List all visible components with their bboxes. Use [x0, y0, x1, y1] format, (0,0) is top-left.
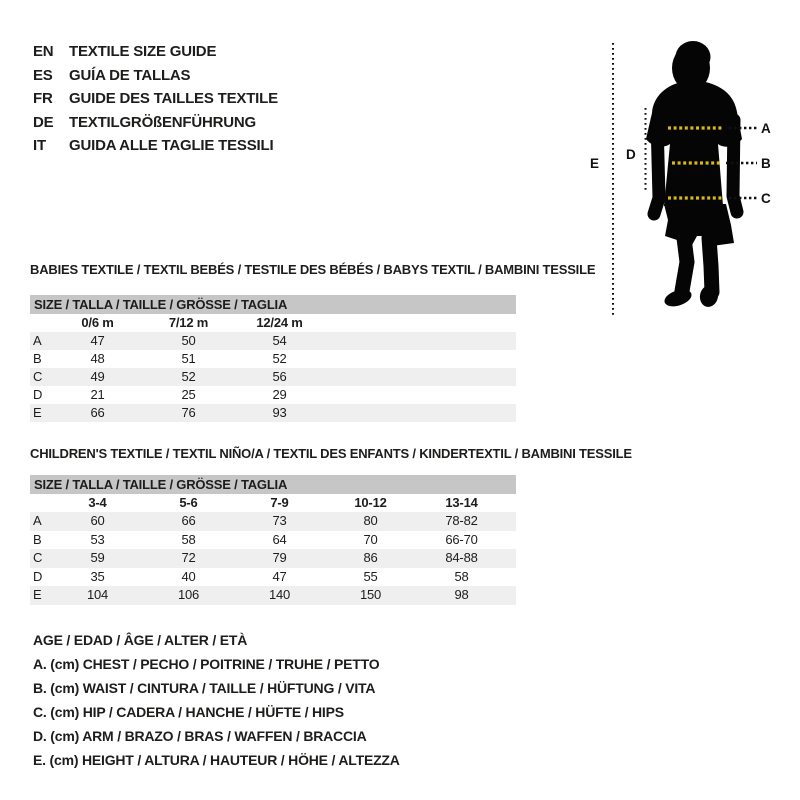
table-cell: 58	[181, 531, 196, 547]
table-cell: 66	[181, 513, 196, 528]
table-row-e	[30, 586, 516, 605]
column-header: 7-9	[270, 495, 289, 510]
table-cell: 25	[181, 387, 196, 402]
child-silhouette-diagram	[585, 30, 800, 320]
row-label: B	[33, 531, 42, 547]
table-cell: 98	[454, 587, 469, 602]
babies-size-table	[30, 295, 516, 422]
legend-item-waist: B. (cm) WAIST / CINTURA / TAILLE / HÜFTUNG / VITA	[33, 680, 376, 696]
row-label: D	[33, 568, 43, 584]
marker-label-c: C	[761, 191, 771, 206]
lang-label: GUIDA ALLE TAGLIE TESSILI	[69, 137, 274, 155]
table-cell: 104	[86, 587, 109, 602]
lang-code: EN	[33, 43, 54, 61]
legend-item-arm: D. (cm) ARM / BRAZO / BRAS / WAFFEN / BRACCIA	[33, 728, 367, 744]
table-cell: 140	[268, 587, 291, 602]
lang-row-fr	[33, 87, 278, 111]
table-row-b	[30, 350, 516, 368]
table-cell: 21	[90, 387, 105, 402]
table-cell: 58	[454, 568, 469, 584]
table-row-c	[30, 549, 516, 568]
table-cell: 106	[177, 587, 200, 602]
table-cell: 84-88	[445, 550, 478, 565]
column-header: 3-4	[88, 495, 107, 510]
column-header: 5-6	[179, 495, 198, 510]
table-cell: 79	[272, 550, 287, 565]
table-cell: 80	[363, 513, 378, 528]
lang-code: ES	[33, 66, 53, 84]
row-label: B	[33, 351, 42, 366]
row-label: D	[33, 387, 43, 402]
row-label: A	[33, 513, 42, 528]
empty-corner-cell	[30, 494, 52, 512]
table-cell: 47	[90, 333, 105, 348]
measurement-legend	[33, 628, 400, 772]
column-header: 10-12	[354, 495, 387, 510]
legend-item-height: E. (cm) HEIGHT / ALTURA / HAUTEUR / HÖHE / ALTEZZA	[33, 752, 400, 768]
lang-code: IT	[33, 137, 46, 155]
children-column-header-row	[30, 494, 516, 512]
marker-label-b: B	[761, 156, 771, 171]
babies-section-title: BABIES TEXTILE / TEXTIL BEBÉS / TESTILE DES BÉBÉS / BABYS TEXTIL / BAMBINI TESSILE	[30, 262, 596, 277]
row-label: C	[33, 550, 43, 565]
row-label: A	[33, 333, 42, 348]
table-cell: 53	[90, 531, 105, 547]
column-header: 12/24 m	[256, 315, 303, 330]
lang-label: TEXTILE SIZE GUIDE	[69, 43, 217, 61]
table-cell: 54	[272, 333, 287, 348]
row-label: E	[33, 405, 42, 420]
table-row-d	[30, 568, 516, 587]
language-title-list	[33, 40, 278, 158]
table-cell: 51	[181, 351, 196, 366]
column-header: 7/12 m	[168, 315, 209, 330]
table-cell: 78-82	[445, 513, 478, 528]
children-size-header-bar: SIZE / TALLA / TAILLE / GRÖSSE / TAGLIA	[30, 475, 516, 494]
lang-label: GUIDE DES TAILLES TEXTILE	[69, 90, 278, 108]
column-header: 13-14	[445, 495, 478, 510]
marker-label-d: D	[626, 147, 636, 162]
table-cell: 48	[90, 351, 105, 366]
table-row-c	[30, 368, 516, 386]
lang-label: TEXTILGRÖßENFÜHRUNG	[69, 113, 257, 131]
table-cell: 93	[272, 405, 287, 420]
table-cell: 50	[181, 333, 196, 348]
table-cell: 86	[363, 550, 378, 565]
table-cell: 72	[181, 550, 196, 565]
lang-row-it	[33, 134, 278, 158]
lang-code: FR	[33, 90, 53, 108]
table-row-a	[30, 512, 516, 531]
table-cell: 64	[272, 531, 287, 547]
table-cell: 66-70	[445, 531, 478, 547]
legend-item-hip: C. (cm) HIP / CADERA / HANCHE / HÜFTE / HIPS	[33, 704, 344, 720]
lang-row-en	[33, 40, 278, 64]
table-cell: 52	[181, 369, 196, 384]
table-cell: 40	[181, 568, 196, 584]
marker-label-a: A	[761, 121, 771, 136]
children-section-title: CHILDREN'S TEXTILE / TEXTIL NIÑO/A / TEXTIL DES ENFANTS / KINDERTEXTIL / BAMBINI TESSILE	[30, 446, 632, 461]
empty-corner-cell	[30, 314, 52, 332]
table-cell: 47	[272, 568, 287, 584]
child-silhouette	[646, 41, 742, 309]
table-cell: 66	[90, 405, 105, 420]
table-cell: 56	[272, 369, 287, 384]
table-row-e	[30, 404, 516, 422]
legend-age-line: AGE / EDAD / ÂGE / ALTER / ETÀ	[33, 632, 248, 648]
table-cell: 52	[272, 351, 287, 366]
lang-row-de	[33, 111, 278, 135]
table-cell: 59	[90, 550, 105, 565]
table-cell: 70	[363, 531, 378, 547]
table-cell: 73	[272, 513, 287, 528]
row-label: E	[33, 587, 42, 602]
marker-label-e: E	[590, 156, 599, 171]
measurement-figure	[585, 30, 800, 320]
table-cell: 35	[90, 568, 105, 584]
table-cell: 60	[90, 513, 105, 528]
lang-code: DE	[33, 113, 54, 131]
babies-size-header-bar: SIZE / TALLA / TAILLE / GRÖSSE / TAGLIA	[30, 295, 516, 314]
row-label: C	[33, 369, 43, 384]
table-row-d	[30, 386, 516, 404]
table-cell: 49	[90, 369, 105, 384]
lang-label: GUÍA DE TALLAS	[69, 66, 191, 84]
legend-item-chest: A. (cm) CHEST / PECHO / POITRINE / TRUHE / PETTO	[33, 656, 380, 672]
table-row-b	[30, 531, 516, 550]
babies-column-header-row	[30, 314, 516, 332]
table-cell: 29	[272, 387, 287, 402]
column-header: 0/6 m	[81, 315, 114, 330]
table-row-a	[30, 332, 516, 350]
table-cell: 55	[363, 568, 378, 584]
lang-row-es	[33, 64, 278, 88]
children-size-table	[30, 475, 516, 605]
table-cell: 76	[181, 405, 196, 420]
table-cell: 150	[359, 587, 382, 602]
